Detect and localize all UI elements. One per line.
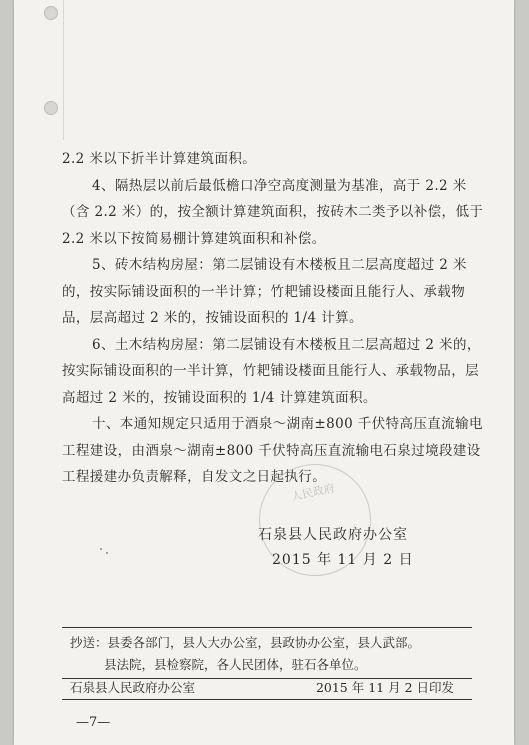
binding-hole	[44, 6, 58, 20]
binding-hole	[44, 101, 58, 115]
issue-line	[62, 677, 472, 700]
paragraph: 2.2 米以下折半计算建筑面积。	[62, 151, 257, 167]
page-number: —7—	[76, 715, 111, 730]
signature-date: 2015 年 11 月 2 日	[272, 552, 414, 568]
issuer-name: 石泉县人民政府办公室	[70, 680, 196, 695]
seal-text: 人民政府	[290, 481, 336, 504]
cc-list	[62, 627, 472, 679]
paragraph: 5、砖木结构房屋：第二层铺设有木楼板且二层高度超过 2 米的，按实际铺设面积的一半计算；竹耙铺设楼面且能行人、承载物品，层高超过 2 米的，按铺设面积的 1/4 计算。	[62, 257, 467, 326]
paragraph: 十、本通知规定只适用于酒泉～湖南±800 千伏特高压直流输电工程建设，由酒泉～湖南±800 千伏特高压直流输电石泉过境段建设工程援建办负责解释，自发文之日起执行。	[62, 416, 483, 485]
document-body	[62, 146, 487, 491]
paragraph: 4、隔热层以前后最低檐口净空高度测量为基准，高于 2.2 米（含 2.2 米）的，按全额计算建筑面积，按砖木二类予以补偿，低于 2.2 米以下按简易棚计算建筑面积和补偿。	[62, 177, 484, 247]
issuing-office: 石泉县人民政府办公室	[258, 527, 408, 543]
cc-line: 县法院，县检察院，各人民团体，驻石各单位。	[104, 657, 367, 672]
margin-line	[63, 0, 64, 140]
paragraph: 6、土木结构房屋：第二层铺设有木楼板且二层高超过 2 米的，按实际铺设面积的一半计算，竹耙铺设楼面且能行人、承载物品，层高超过 2 米的，按铺设面积的 1/4 计算建筑面积。	[62, 336, 481, 406]
cc-line: 抄送：县委各部门，县人大办公室，县政协办公室，县人武部。	[70, 635, 421, 650]
scan-speck	[106, 552, 108, 554]
issue-date: 2015 年 11 月 2 日印发	[315, 680, 454, 695]
document-page	[14, 0, 514, 745]
scan-speck	[100, 548, 102, 550]
